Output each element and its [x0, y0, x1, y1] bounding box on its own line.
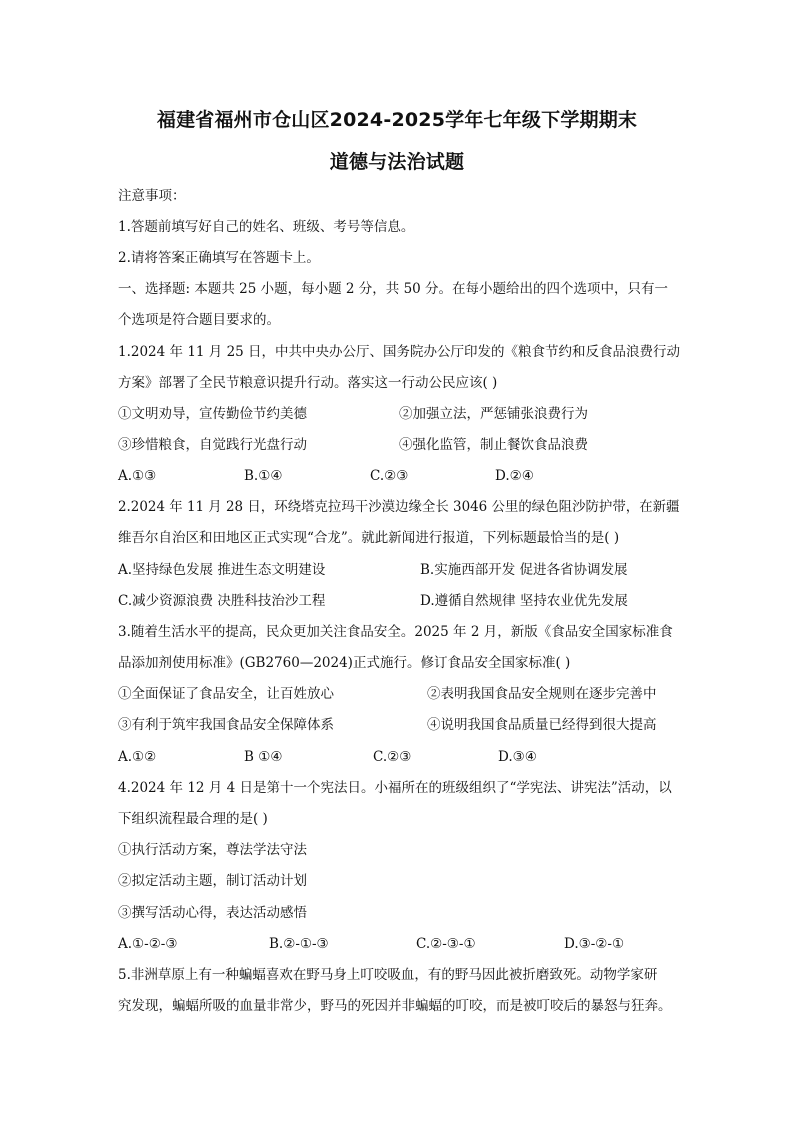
q4-step-3: ③撰写活动心得，表达活动感悟: [118, 905, 307, 921]
section-instructions-line2: 个选项是符合题目要求的。: [118, 312, 280, 328]
q4-option-b[interactable]: B.②-①-③: [269, 936, 329, 952]
q4-stem-line2: 下组织流程最合理的是( ): [118, 811, 268, 827]
q3-option-d[interactable]: D.③④: [498, 749, 537, 765]
q5-stem-line1: 5.非洲草原上有一种蝙蝠喜欢在野马身上叮咬吸血，有的野马因此被折磨致死。动物学家研: [118, 967, 658, 983]
q1-statements-row1: [118, 404, 680, 424]
q3-option-a[interactable]: A.①②: [118, 749, 157, 765]
q1-option-a[interactable]: A.①③: [118, 468, 157, 484]
q5-stem-line2: 究发现，蝙蝠所吸的血量非常少，野马的死因并非蝙蝠的叮咬，而是被叮咬后的暴怒与狂奔。: [118, 998, 672, 1014]
q2-stem-line1: 2.2024 年 11 月 28 日，环绕塔克拉玛干沙漠边缘全长 3046 公里的绿色阻沙防护带，在新疆: [118, 499, 680, 515]
notes-heading: 注意事项：: [118, 188, 186, 204]
q1-statements-row2: [118, 435, 680, 455]
note-1: 1.答题前填写好自己的姓名、班级、考号等信息。: [118, 219, 415, 235]
q4-stem-line1: 4.2024 年 12 月 4 日是第十一个宪法日。小福所在的班级组织了“学宪法、讲宪法”活动，以: [118, 780, 672, 796]
q3-statement-4: ④说明我国食品质量已经得到很大提高: [427, 717, 657, 733]
section-instructions-line1: 一、选择题: 本题共 25 小题，每小题 2 分，共 50 分。在每小题给出的四个选项中，只有一: [118, 281, 669, 297]
q1-statement-3: ③珍惜粮食，自觉践行光盘行动: [118, 437, 307, 453]
q2-option-d[interactable]: D.遵循自然规律 坚持农业优先发展: [420, 593, 628, 609]
q1-option-b[interactable]: B.①④: [244, 468, 283, 484]
q4-option-c[interactable]: C.②-③-①: [416, 936, 476, 952]
q3-options: [118, 747, 680, 767]
q4-option-d[interactable]: D.③-②-①: [564, 936, 625, 952]
q1-statement-2: ②加强立法，严惩铺张浪费行为: [399, 406, 588, 422]
exam-subtitle: 道德与法治试题: [329, 151, 465, 173]
q2-options-row1: [118, 560, 680, 580]
q3-statement-2: ②表明我国食品安全规则在逐步完善中: [427, 686, 657, 702]
exam-title: 福建省福州市仓山区2024-2025学年七年级下学期期末: [156, 109, 638, 131]
note-2: 2.请将答案正确填写在答题卡上。: [118, 250, 320, 266]
q4-option-a[interactable]: A.①-②-③: [118, 936, 178, 952]
q2-options-row2: [118, 591, 680, 611]
q3-statement-1: ①全面保证了食品安全，让百姓放心: [118, 686, 334, 702]
q1-statement-1: ①文明劝导，宣传勤俭节约美德: [118, 406, 307, 422]
q1-statement-4: ④强化监管，制止餐饮食品浪费: [399, 437, 588, 453]
q1-option-c[interactable]: C.②③: [370, 468, 409, 484]
q3-stem-line2: 品添加剂使用标准》(GB2760—2024)正式施行。修订食品安全国家标准( ): [118, 655, 571, 671]
q2-option-b[interactable]: B.实施西部开发 促进各省协调发展: [420, 562, 628, 578]
q1-option-d[interactable]: D.②④: [495, 468, 534, 484]
q2-option-a[interactable]: A.坚持绿色发展 推进生态文明建设: [118, 562, 326, 578]
q2-stem-line2: 维吾尔自治区和田地区正式实现“合龙”。就此新闻进行报道，下列标题最恰当的是( ): [118, 530, 620, 546]
q1-options: [118, 466, 680, 486]
q2-option-c[interactable]: C.减少资源浪费 决胜科技治沙工程: [118, 593, 326, 609]
q3-stem-line1: 3.随着生活水平的提高，民众更加关注食品安全。2025 年 2 月，新版《食品安全国家标准食: [118, 624, 673, 640]
q4-step-2: ②拟定活动主题，制订活动计划: [118, 873, 307, 889]
q4-step-1: ①执行活动方案，尊法学法守法: [118, 842, 307, 858]
q3-statement-3: ③有利于筑牢我国食品安全保障体系: [118, 717, 334, 733]
q4-options: [118, 934, 680, 954]
q3-option-c[interactable]: C.②③: [373, 749, 412, 765]
q3-option-b[interactable]: B ①④: [244, 749, 283, 765]
q3-statements-row2: [118, 715, 680, 735]
q3-statements-row1: [118, 684, 680, 704]
q1-stem-line2: 方案》部署了全民节粮意识提升行动。落实这一行动公民应该( ): [118, 375, 498, 391]
q1-stem-line1: 1.2024 年 11 月 25 日，中共中央办公厅、国务院办公厅印发的《粮食节约和反食品浪费行动: [118, 344, 681, 360]
